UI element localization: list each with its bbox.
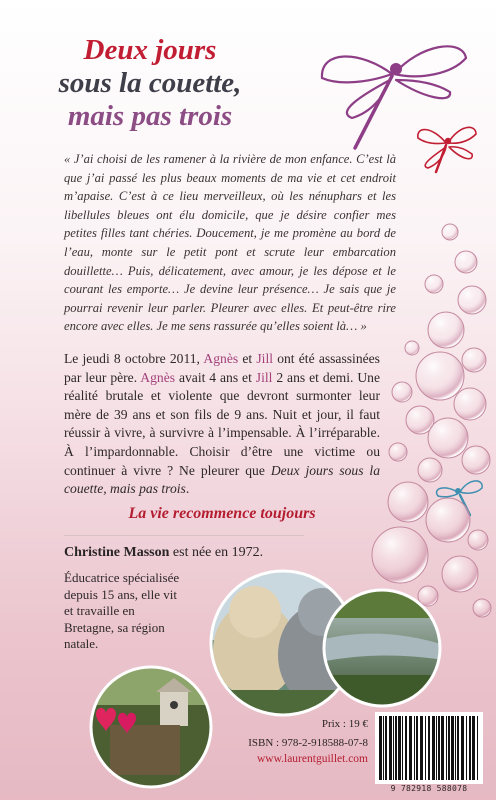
barcode-bar [389,716,392,780]
author-line [64,545,263,561]
barcode-bar [405,716,407,780]
barcode-bar [379,716,382,780]
author-name: Christine Masson [64,545,170,560]
barcode-bar [398,716,401,780]
barcode-bar [395,716,397,780]
barcode-bar [428,716,430,780]
barcode-bar [466,716,467,780]
barcode-bar [393,716,394,780]
summary-text: Le jeudi 8 octobre 2011, [64,351,200,366]
barcode-bar [455,716,456,780]
barcode-bar [416,716,418,780]
tagline: La vie recommence toujours [128,505,316,522]
name-agnes: Agnès [140,369,176,385]
summary-text: ont été assassinées par leur père. [64,351,380,385]
barcode-bar [402,716,403,780]
barcode-bar [451,716,454,780]
book-title-italic: Deux jours sous la couette, mais pas trois [64,462,380,497]
summary-text: 2 ans et demi. Une réalité brutale et violente que devront surmonter leur mère de 39 ans et son fils de 9 ans. Nuit et jour, il faut réussir à vivre, à survivre à l’impensable. À l’irréparable. À l’impardonnable. Choisir d’être une victime ou continuer à vivre ? Ne pleurer que [64,369,380,478]
isbn: ISBN : 978-2-918588-07-8 [248,737,368,749]
barcode-bar [414,716,415,780]
author-birth: est née en 1972. [172,545,264,560]
summary-paragraph [64,350,380,499]
barcode-bar [477,716,478,780]
barcode [375,712,483,784]
title-line-2: sous la couette, [58,67,242,99]
barcode-bar [383,716,384,780]
barcode-digits: 9 782918 588078 [390,784,468,793]
barcode-bar [441,716,444,780]
barcode-bar [438,716,440,780]
barcode-bar [461,716,464,780]
book-title [0,34,300,133]
price: Prix : 19 € [321,718,368,730]
barcode-bar [457,716,459,780]
barcode-bar [469,716,471,780]
author-bio: Éducatrice spécialisée depuis 15 ans, elle vit et travaille en Bretagne, sa région natale. [64,570,180,651]
barcode-bar [446,716,447,780]
name-jill: Jill [255,369,273,385]
title-line-3: mais pas trois [67,100,233,132]
dragonfly-red-icon [418,127,476,172]
barcode-bar [385,716,387,780]
name-agnes: Agnès [203,351,239,366]
excerpt-quote: « J’ai choisi de les ramener à la rivière de mon enfance. C’est là que j’ai passé les plus beaux moments de ma vie et cet endroit m’apaise. C’est à ce lieu merveilleux, où les nénuphars et les libellules bleues ont élu domicile, que je désire confier mes petites filles tant chéries. Doucement, je me promène au bord de l’eau, monte sur le petit pont et scrute leur embarcation douillette… Puis, délicatement, avec amour, je les dépose et le courant les emporte… Je devine leur présence… Je sais que je pourrai revenir leur parler. Pleurer avec elles. Et peut-être rire encore avec elles. Je me sens rassurée qu’elles soient là… » [64,152,396,334]
barcode-bar [425,716,426,780]
name-jill: Jill [256,351,273,366]
divider [64,535,304,536]
summary-text: avait 4 ans et [178,369,252,385]
barcode-bars [375,712,483,784]
barcode-bar [432,716,435,780]
barcode-bar [420,716,423,780]
summary-text: . [185,481,190,497]
barcode-bar [448,716,450,780]
barcode-bar [409,716,412,780]
title-line-1: Deux jours [83,34,217,66]
summary-text: et [242,351,253,366]
barcode-bar [472,716,475,780]
publisher-url[interactable]: www.laurentguillet.com [256,753,368,765]
dragonfly-large-icon [322,46,466,148]
barcode-bar [436,716,437,780]
